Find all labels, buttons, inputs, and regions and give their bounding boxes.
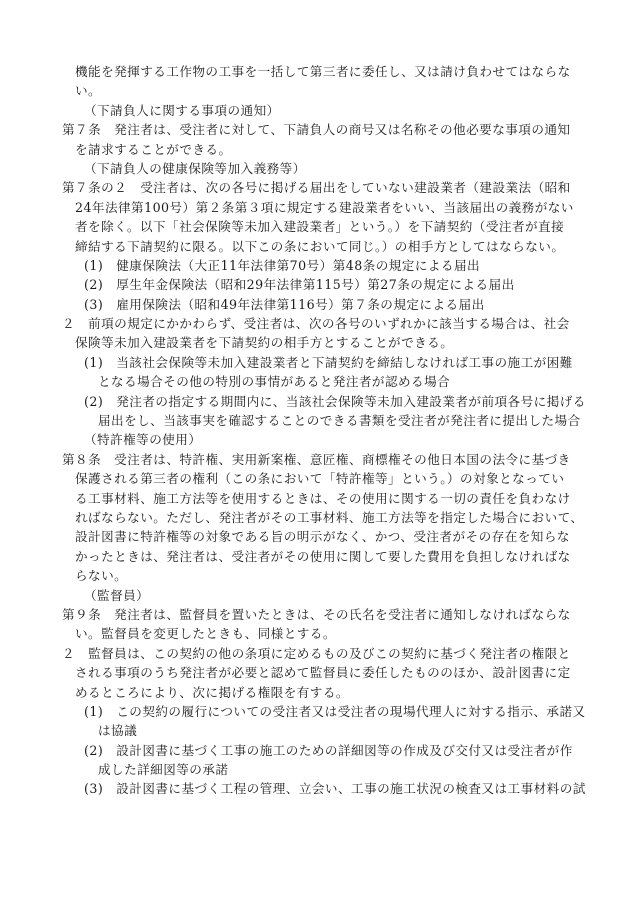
text-line: （監督員） — [84, 587, 150, 603]
text-line: 保険等未加入建設業者を下請契約の相手方とすることができる。 — [75, 335, 454, 351]
text-line: 第９条 発注者は、監督員を置いたときは、その氏名を受注者に通知しなければならな — [62, 606, 571, 622]
text-line: を請求することができる。 — [75, 141, 232, 157]
text-line: 設計図書に特許権等の対象である旨の明示がなく、かつ、受注者がその存在を知らな — [75, 529, 570, 545]
text-line: かったときは、発注者は、受注者がその使用に関して要した費用を負担しなければな — [75, 548, 571, 564]
text-line: 届出をし、当該事実を確認することのできる書類を受注者が発注者に提出した場合 — [98, 413, 581, 429]
text-line: 24年法律第100号）第２条第３項に規定する建設業者をいい、当該届出の義務がない — [75, 199, 574, 215]
text-line: される事項のうち発注者が必要と認めて監督員に委任したもののほか、設計図書に定 — [75, 665, 571, 681]
text-line: （下請負人の健康保険等加入義務等） — [84, 160, 306, 176]
text-line: (1) 健康保険法（大正11年法律第70号）第48条の規定による届出 — [84, 257, 481, 273]
text-line: めるところにより、次に掲げる権限を有する。 — [75, 684, 349, 700]
text-line: い。 — [75, 83, 102, 99]
text-line: 締結する下請契約に限る。以下この条において同じ。）の相手方としてはならない。 — [75, 238, 565, 254]
text-line: 第７条 発注者は、受注者に対して、下請負人の商号又は名称その他必要な事項の通知 — [62, 122, 571, 138]
text-line: 保護される第三者の権利（この条において「特許権等」という。）の対象となってい — [75, 471, 565, 487]
text-line: ２ 前項の規定にかかわらず、受注者は、次の各号のいずれかに該当する場合は、社会 — [62, 316, 570, 332]
text-line: い。監督員を変更したときも、同様とする。 — [75, 626, 336, 642]
text-line: (2) 設計図書に基づく工事の施工のための詳細図等の作成及び交付又は受注者が作 — [84, 742, 573, 758]
text-line: 機能を発揮する工作物の工事を一括して第三者に委任し、又は請け負わせてはならな — [75, 64, 571, 79]
text-line: 者を除く。以下「社会保険等未加入建設業者」という。）を下請契約（受注者が直接 — [75, 219, 565, 235]
text-line: ２ 監督員は、この契約の他の条項に定めるもの及びこの契約に基づく発注者の権限と — [62, 645, 571, 661]
text-line: る工事材料、施工方法等を使用するときは、その使用に関する一切の責任を負わなけ — [75, 490, 571, 506]
text-line: (2) 厚生年金保険法（昭和29年法律第115号）第27条の規定による届出 — [84, 277, 515, 293]
text-line: (3) 雇用保険法（昭和49年法律第116号）第７条の規定による届出 — [84, 296, 485, 312]
text-line: 第８条 受注者は、特許権、実用新案権、意匠権、商標権その他日本国の法令に基づき — [62, 451, 571, 467]
text-line: ればならない。ただし、発注者がその工事材料、施工方法等を指定した場合において、 — [75, 509, 584, 525]
text-line: （下請負人に関する事項の通知） — [84, 102, 280, 118]
text-line: 成した詳細図等の承諾 — [98, 762, 229, 778]
document-page — [62, 62, 588, 799]
text-line: (1) この契約の履行についての受注者又は受注者の現場代理人に対する指示、承諾又 — [84, 703, 586, 719]
text-line: 第７条の２ 受注者は、次の各号に掲げる届出をしていない建設業者（建設業法（昭和 — [62, 180, 571, 196]
text-line: (3) 設計図書に基づく工程の管理、立会い、工事の施工状況の検査又は工事材料の試 — [84, 781, 586, 797]
text-line: （特許権等の使用） — [84, 432, 202, 448]
text-line: は協議 — [98, 723, 138, 739]
text-line: らない。 — [75, 568, 128, 584]
text-line: (1) 当該社会保険等未加入建設業者と下請契約を締結しなければ工事の施工が困難 — [84, 354, 573, 370]
text-line: となる場合その他の特別の事情があると発注者が認める場合 — [98, 374, 451, 390]
text-line: (2) 発注者の指定する期間内に、当該社会保険等未加入建設業者が前項各号に掲げる — [84, 393, 586, 409]
